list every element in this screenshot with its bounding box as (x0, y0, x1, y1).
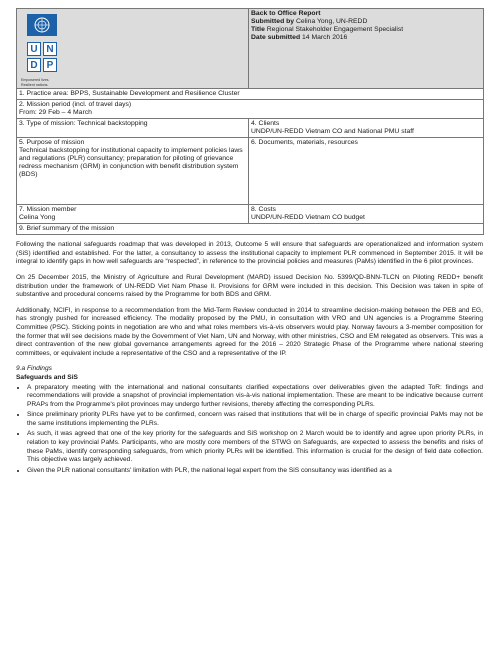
costs-label: 8. Costs (251, 206, 276, 214)
purpose-documents-row (17, 138, 484, 205)
mission-period-label: 2. Mission period (incl. of travel days) (19, 101, 132, 109)
logo-cell (17, 9, 249, 89)
title-value: Regional Stakeholder Engagement Specialist (266, 26, 404, 33)
list-item: • As such, it was agreed that one of the key priority for the safeguards and SiS workshop on 2 March would be to identify and agree upon priority PLRs, in relation to key provincial PaMs. Participants, who are mostly core members of the STWG on Safeguards, are expected to assess the benefits and risks of these PaMs, identify corresponding safeguards, from which priority PLRs will be identified. This information is crucial for the design of field date collection. This objective was largely achieved. (27, 430, 483, 464)
summary-paragraph: On 25 December 2015, the Ministry of Agriculture and Rural Development (MARD) issued Decision No. 5399/QD-BNN-TLCN on Piloting REDD+ benefit distribution under the framework of UN-REDD Viet Nam Phase II. Provisions for GRM were included in this decision. This Decision was taken in spite of substantive and procedural concerns raised by the Programme for both BDS and GRM. (16, 273, 483, 299)
findings-heading: 9.a Findings (16, 365, 52, 373)
purpose-cell (17, 138, 249, 205)
undp-tagline: Empowered lives. Resilient nations. (21, 78, 50, 87)
un-emblem-icon (27, 14, 57, 36)
report-meta-cell (249, 9, 484, 89)
report-title: Back to Office Report (251, 10, 321, 17)
report-form-table (16, 8, 484, 235)
date-submitted-label: Date submitted (251, 34, 301, 41)
undp-letter-grid (27, 42, 57, 72)
logo-letter-n: N (43, 42, 57, 56)
findings-list (16, 384, 483, 476)
mission-member-value: Celina Yong (19, 214, 56, 222)
mission-period-row (17, 100, 484, 119)
logo-letter-u: U (27, 42, 41, 56)
brief-summary-row (17, 224, 484, 235)
summary-paragraph: Following the national safeguards roadmap that was developed in 2013, Outcome 5 will ensure that safeguards are operationalized and information system (SiS) identified and established. For the latter, a consultancy to assess the institutional capacity to implement PLR commenced in September 2015. It will be integral to identify gaps in how well safeguards are “respected”, in reference to the provincial policies and measures (PaMs) identified in the 6 pilot provinces. (16, 241, 483, 266)
member-costs-row (17, 205, 484, 224)
logo-letter-d: D (27, 58, 41, 72)
submitted-by-value: Celina Yong, UN-REDD (295, 18, 368, 25)
clients-value: UNDP/UN-REDD Vietnam CO and National PMU staff (251, 128, 414, 136)
mission-member-label: 7. Mission member (19, 206, 77, 214)
type-of-mission-cell: 3. Type of mission: Technical backstopping (17, 119, 249, 138)
purpose-value: Technical backstopping for institutional capacity to implement policies laws and regulations (PLR) consultancy; preparation for piloting of grievance redress mechanism (GRM) in conjunction with benefit distribution system (BDS) (19, 147, 243, 179)
logo-letter-p: P (43, 58, 57, 72)
list-item: • Given the PLR national consultants' limitation with PLR, the national legal expert from the SiS consultancy was identified as a (27, 467, 483, 476)
documents-label: 6. Documents, materials, resources (251, 139, 358, 147)
date-submitted-value: 14 March 2016 (302, 34, 348, 41)
list-item: • Since preliminary priority PLRs have yet to be confirmed, concern was raised that institutions that will be in charge of specific provincial PaMs may not be the same institutions implementing the PLRs. (27, 411, 483, 428)
report-page (16, 8, 483, 477)
undp-logo (27, 14, 57, 72)
practice-area-row (17, 89, 484, 100)
costs-cell (249, 205, 484, 224)
costs-value: UNDP/UN-REDD Vietnam CO budget (251, 214, 365, 222)
mission-period-cell (17, 100, 484, 119)
header-row (17, 9, 484, 89)
brief-summary-label: 9. Brief summary of the mission (17, 224, 484, 235)
mission-period-value: From: 29 Feb – 4 March (19, 109, 92, 117)
clients-cell (249, 119, 484, 138)
summary-paragraph: Additionally, NCIFI, in response to a recommendation from the Mid-Term Review conducted in 2014 to streamline decision-making between the PEB and EG, has strongly pushed for increased efficiency. The modality proposed by the PMU, in consultation with VRO and UN agencies is a Programme Steering Committee (PSC). Sticking points in negotiation are who and what roles members vis-à-vis observers would play. Norway favours a 3-member composition for the former that will see decisions made by the Government of Viet Nam, UN and Norway, with other ministries, CSO and EM relegated as observers. This was a direct contravention of the new global governance arrangements agreed for the 2016 – 2020 Strategic Phase of the Programme where national steering committees, or equivalent include a representative of the CSO and a representative of the IP. (16, 306, 483, 357)
clients-label: 4. Clients (251, 120, 280, 128)
submitted-by-label: Submitted by (251, 18, 295, 25)
mission-summary (16, 241, 483, 475)
findings-subheading: Safeguards and SiS (16, 373, 78, 381)
list-item: • A preparatory meeting with the international and national consultants clarified expectations over deliverables given the adapted ToR: findings and recommendations will provide a snapshot of provincial implementation vis-à-vis national implementation. These are meant to be indicative because current PRAPs from the Programme's pilot provinces may undergo further revisions, thereby affecting the corresponding PLRs. (27, 384, 483, 410)
title-label: Title (251, 26, 265, 33)
mission-member-cell (17, 205, 249, 224)
purpose-label: 5. Purpose of mission (19, 139, 85, 147)
type-clients-row (17, 119, 484, 138)
documents-cell (249, 138, 484, 205)
practice-area-cell: 1. Practice area: BPPS, Sustainable Development and Resilience Cluster (17, 89, 484, 100)
